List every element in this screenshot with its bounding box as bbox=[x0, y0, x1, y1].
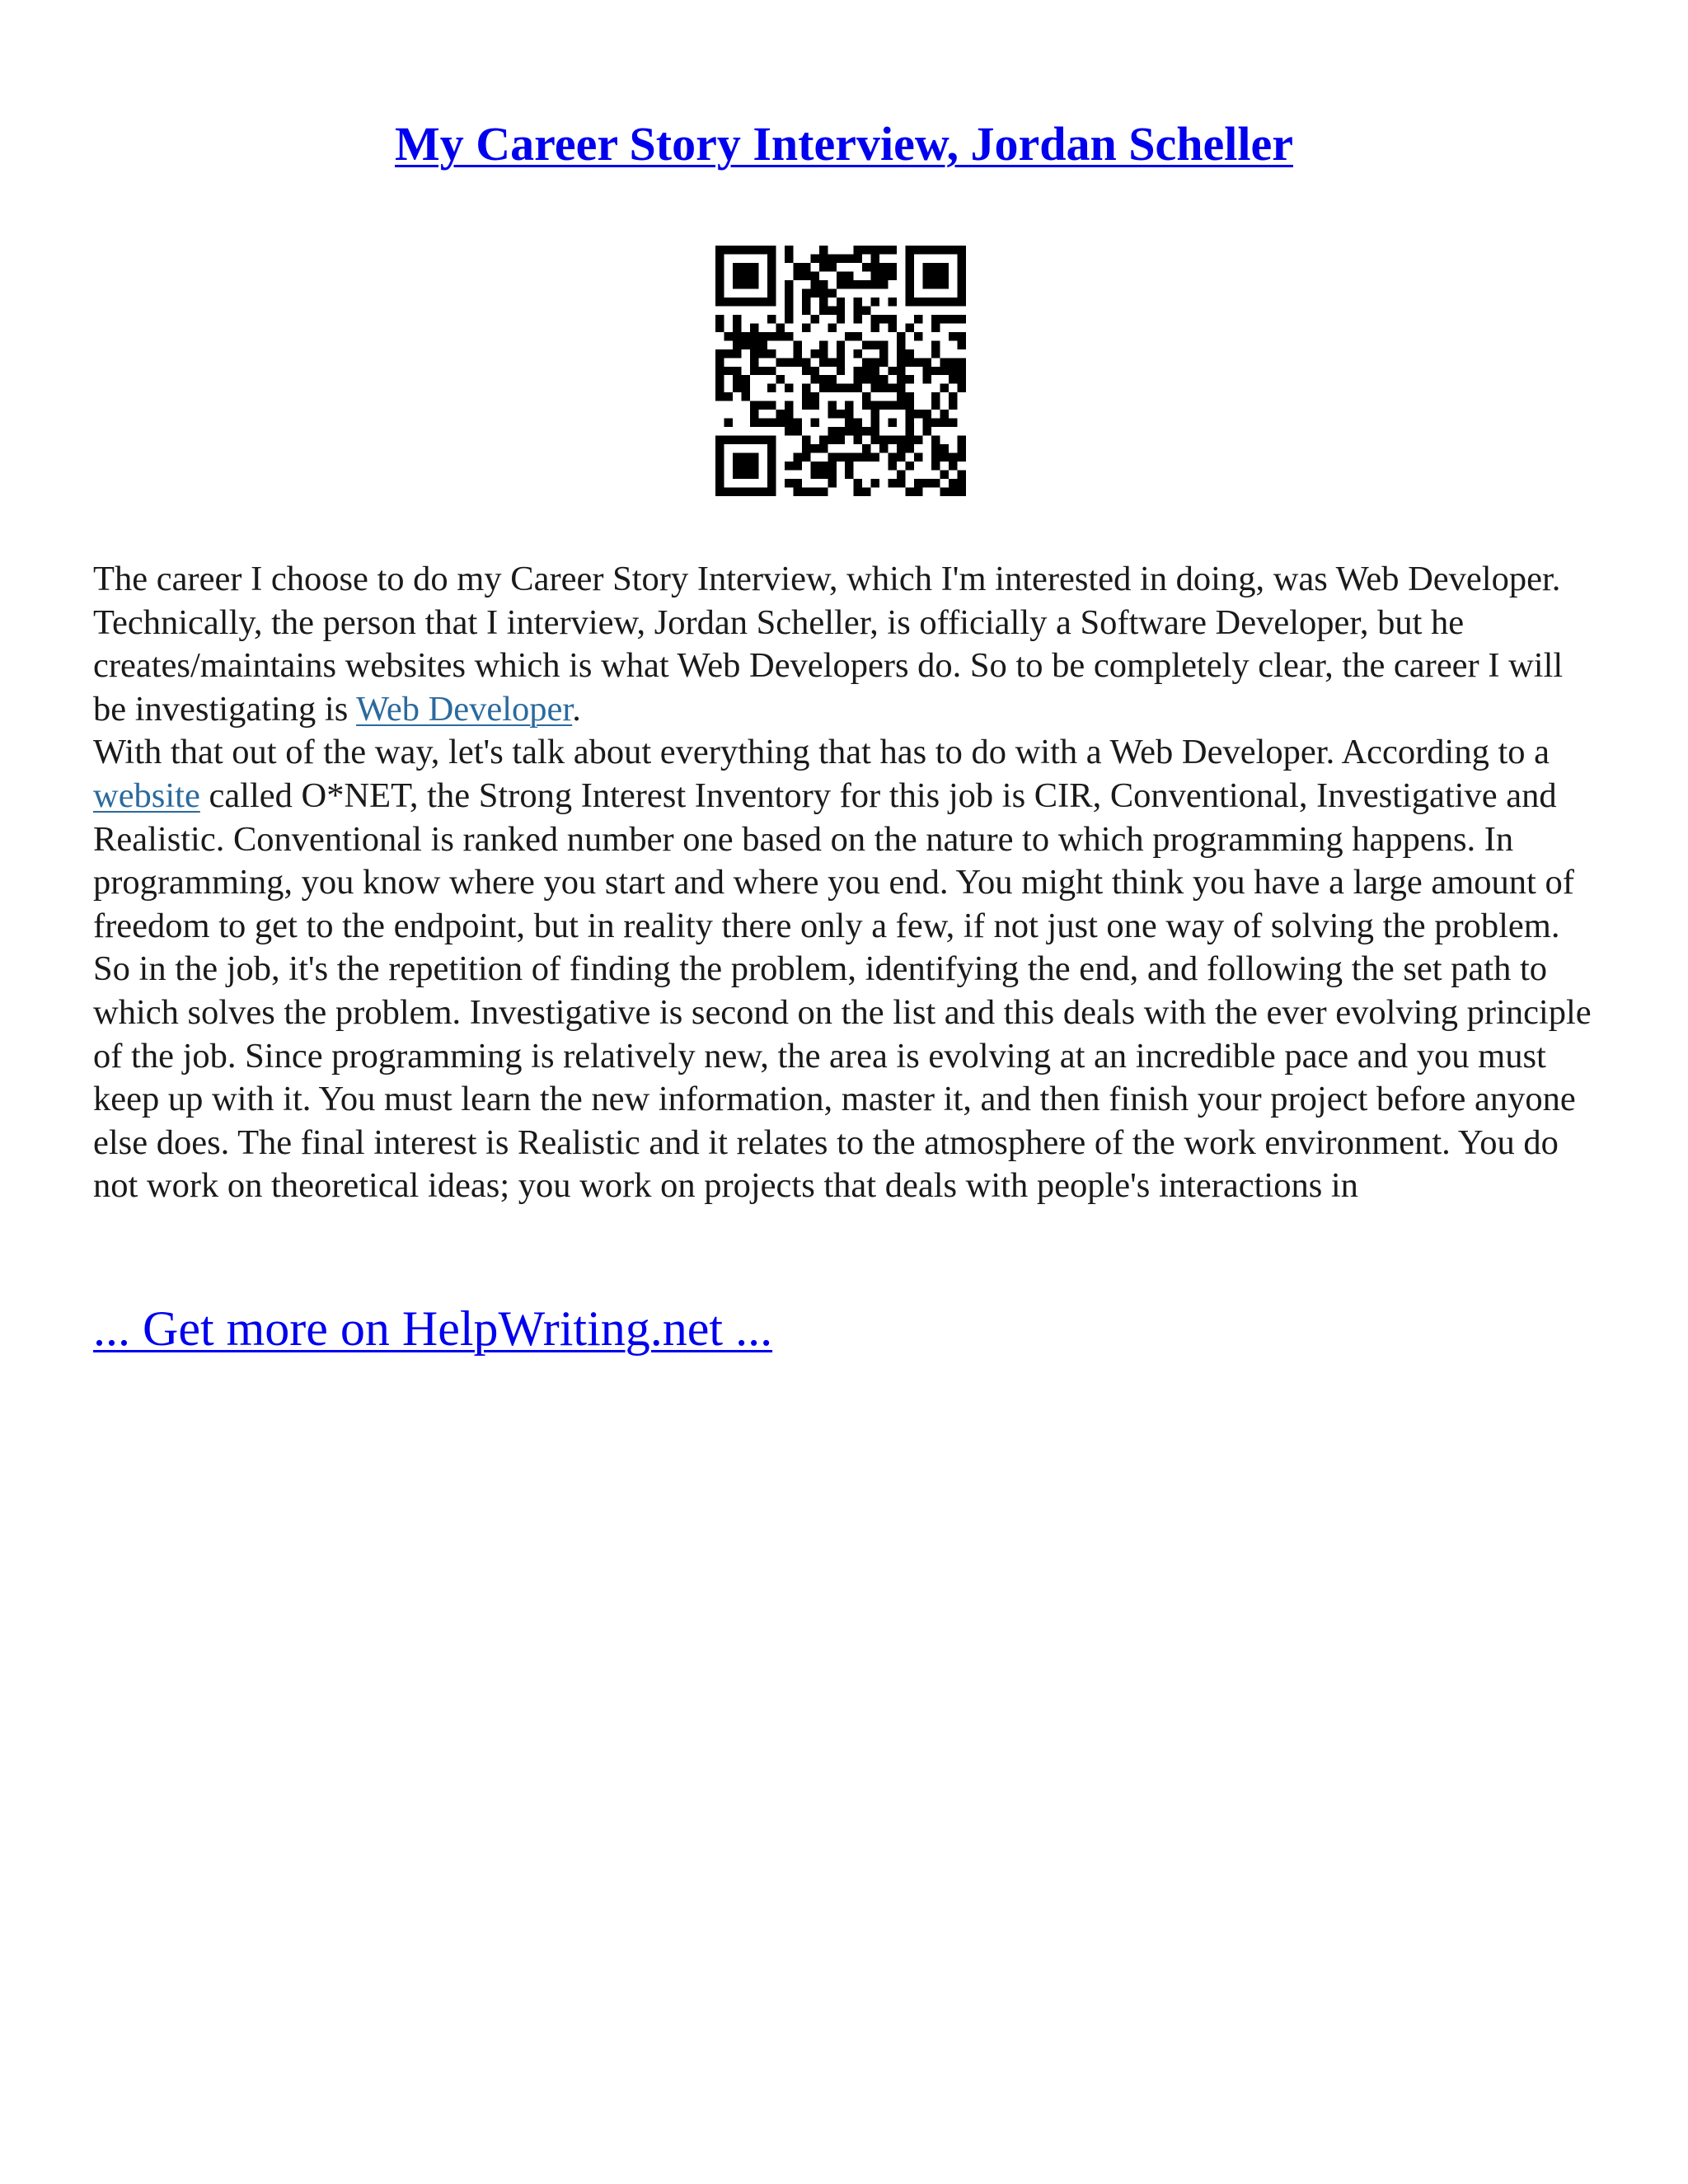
article-body bbox=[93, 558, 1601, 1208]
document-title bbox=[0, 115, 1688, 173]
paragraph-2-text-rest: called O*NET, the Strong Interest Inventory for this job is CIR, Conventional, Investigative and Realistic. Conventional is ranked number one based on the nature to which programming happens. In programming, you know where you start and where you end. You might think you have a large amount of freedom to get to the endpoint, but in reality there only a few, if not just one way of solving the problem. So in the job, it's the repetition of finding the problem, identifying the end, and following the set path to which solves the problem. Investigative is second on the list and this deals with the ever evolving principle of the job. Since programming is relatively new, the area is evolving at an incredible pace and you must keep up with it. You must learn the new information, master it, and then finish your project before anyone else does. The final interest is Realistic and it relates to the atmosphere of the work environment. You do not work on theoretical ideas; you work on projects that deals with people's interactions in bbox=[93, 776, 1592, 1206]
get-more-link[interactable]: ... Get more on HelpWriting.net ... bbox=[93, 1301, 773, 1356]
paragraph-1-end: . bbox=[572, 689, 581, 729]
website-link[interactable]: website bbox=[93, 776, 200, 815]
paragraph-1-text: The career I choose to do my Career Story Interview, which I'm interested in doing, was Web Developer. Technically, the person that I interview, Jordan Scheller, is officially a Software Developer, but he creates/maintains websites which is what Web Developers do. So to be completely clear, the career I will be investigating is bbox=[93, 560, 1564, 729]
paragraph-2 bbox=[93, 731, 1601, 1208]
get-more-section bbox=[93, 1299, 772, 1358]
paragraph-2-text-start: With that out of the way, let's talk about everything that has to do with a Web Developer. According to a bbox=[93, 733, 1550, 772]
title-link[interactable]: My Career Story Interview, Jordan Scheller bbox=[395, 117, 1293, 171]
web-developer-link[interactable]: Web Developer bbox=[356, 689, 573, 729]
paragraph-1 bbox=[93, 558, 1601, 731]
qr-code-graphic bbox=[715, 246, 966, 496]
qr-code-icon bbox=[715, 246, 966, 496]
